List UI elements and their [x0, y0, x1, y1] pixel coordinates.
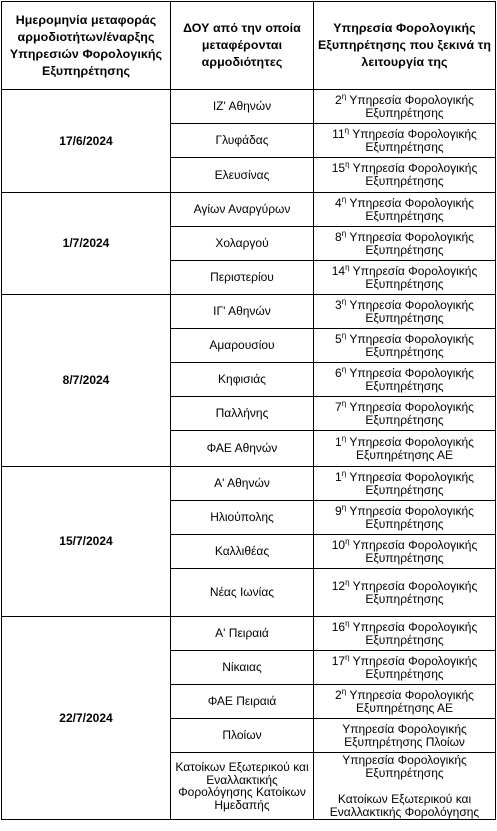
- date-cell: 8/7/2024: [2, 295, 171, 467]
- dou-cell: Παλλήνης: [171, 397, 314, 431]
- ordinal: $2^\eta$: [335, 686, 347, 702]
- service-cell: $8^\eta$ Υπηρεσία Φορολογικής Εξυπηρέτησης: [314, 227, 496, 261]
- dou-cell: Νέας Ιωνίας: [171, 569, 314, 617]
- service-cell: $17^\eta$ Υπηρεσία Φορολογικής Εξυπηρέτησης: [314, 651, 496, 685]
- header-row: [2, 2, 496, 90]
- header-dou: ΔΟΥ από την οποία μεταφέρονται αρμοδιότητες: [171, 2, 314, 90]
- date-cell: 15/7/2024: [2, 467, 171, 617]
- service-cell: $2^\eta$ Υπηρεσία Φορολογικής Εξυπηρέτησης: [314, 90, 496, 124]
- ordinal: $4^\eta$: [335, 194, 347, 210]
- dou-cell: Πλοίων: [171, 719, 314, 753]
- service-cell: $15^\eta$ Υπηρεσία Φορολογικής Εξυπηρέτησης: [314, 158, 496, 193]
- dou-cell: Χολαργού: [171, 227, 314, 261]
- dou-cell: Ηλιούπολης: [171, 501, 314, 535]
- dou-cell: ΦΑΕ Πειραιά: [171, 685, 314, 719]
- ordinal: $9^\eta$: [335, 502, 347, 518]
- table-row: [2, 617, 496, 651]
- service-cell: $6^\eta$ Υπηρεσία Φορολογικής Εξυπηρέτησης: [314, 363, 496, 397]
- service-cell: $5^\eta$ Υπηρεσία Φορολογικής Εξυπηρέτησης: [314, 329, 496, 363]
- service-cell: $10^\eta$ Υπηρεσία Φορολογικής Εξυπηρέτησης: [314, 535, 496, 569]
- date-cell: 17/6/2024: [2, 90, 171, 193]
- dou-cell: Καλλιθέας: [171, 535, 314, 569]
- service-cell: $12^\eta$ Υπηρεσία Φορολογικής Εξυπηρέτησης: [314, 569, 496, 617]
- ordinal: $11^\eta$: [332, 125, 350, 141]
- header-service: Υπηρεσία Φορολογικής Εξυπηρέτησης που ξεκινά τη λειτουργία της: [314, 2, 496, 90]
- ordinal: $17^\eta$: [331, 652, 350, 668]
- table-row: [2, 295, 496, 329]
- ordinal: $6^\eta$: [335, 364, 347, 380]
- service-cell: $16^\eta$ Υπηρεσία Φορολογικής Εξυπηρέτησης: [314, 617, 496, 651]
- ordinal: $1^\eta$: [335, 468, 347, 484]
- table-row: [2, 193, 496, 227]
- service-cell: Υπηρεσία Φορολογικής Εξυπηρέτησης Κατοίκων Εξωτερικού και Εναλλακτικής Φορολόγησης: [314, 753, 496, 820]
- ordinal: $2^\eta$: [335, 91, 347, 107]
- dou-cell: Αγίων Αναργύρων: [171, 193, 314, 227]
- ordinal: $5^\eta$: [335, 330, 347, 346]
- dou-cell: Αμαρουσίου: [171, 329, 314, 363]
- ordinal: $15^\eta$: [331, 160, 350, 175]
- service-cell: $3^\eta$ Υπηρεσία Φορολογικής Εξυπηρέτησης: [314, 295, 496, 329]
- dou-cell: ΦΑΕ Αθηνών: [171, 431, 314, 467]
- ordinal: $14^\eta$: [331, 262, 350, 278]
- dou-cell: Νίκαιας: [171, 651, 314, 685]
- service-cell: $4^\eta$ Υπηρεσία Φορολογικής Εξυπηρέτησης: [314, 193, 496, 227]
- header-date: Ημερομηνία μεταφοράς αρμοδιοτήτων/έναρξης Υπηρεσιών Φορολογικής Εξυπηρέτησης: [2, 2, 171, 90]
- dou-cell: Α' Πειραιά: [171, 617, 314, 651]
- dou-cell: Κατοίκων Εξωτερικού και Εναλλακτικής Φορολόγησης Κατοίκων Ημεδαπής: [171, 753, 314, 820]
- service-cell: $7^\eta$ Υπηρεσία Φορολογικής Εξυπηρέτησης: [314, 397, 496, 431]
- service-cell: $1^\eta$ Υπηρεσία Φορολογικής Εξυπηρέτησης ΑΕ: [314, 431, 496, 467]
- service-cell: $1^\eta$ Υπηρεσία Φορολογικής Εξυπηρέτησης: [314, 467, 496, 501]
- dou-cell: Ελευσίνας: [171, 158, 314, 193]
- dou-cell: ΙΓ' Αθηνών: [171, 295, 314, 329]
- ordinal: $12^\eta$: [331, 577, 350, 593]
- ordinal: $7^\eta$: [335, 398, 347, 414]
- dou-cell: Γλυφάδας: [171, 124, 314, 158]
- service-cell: $14^\eta$ Υπηρεσία Φορολογικής Εξυπηρέτησης: [314, 261, 496, 295]
- ordinal: $1^\eta$: [335, 433, 347, 449]
- service-cell: $2^\eta$ Υπηρεσία Φορολογικής Εξυπηρέτησης ΑΕ: [314, 685, 496, 719]
- service-cell: $11^\eta$ Υπηρεσία Φορολογικής Εξυπηρέτησης: [314, 124, 496, 158]
- ordinal: $10^\eta$: [331, 536, 350, 552]
- date-cell: 1/7/2024: [2, 193, 171, 295]
- ordinal: $8^\eta$: [335, 228, 347, 244]
- ordinal: $16^\eta$: [331, 618, 350, 634]
- ordinal: $3^\eta$: [335, 296, 347, 312]
- service-cell: Υπηρεσία Φορολογικής Εξυπηρέτησης Πλοίων: [314, 719, 496, 753]
- service-cell: $9^\eta$ Υπηρεσία Φορολογικής Εξυπηρέτησης: [314, 501, 496, 535]
- table-row: [2, 90, 496, 124]
- dou-cell: Περιστερίου: [171, 261, 314, 295]
- transfer-schedule-table: [1, 1, 496, 820]
- dou-cell: Κηφισιάς: [171, 363, 314, 397]
- dou-cell: Α' Αθηνών: [171, 467, 314, 501]
- table-row: [2, 467, 496, 501]
- dou-cell: ΙΖ' Αθηνών: [171, 90, 314, 124]
- date-cell: 22/7/2024: [2, 617, 171, 820]
